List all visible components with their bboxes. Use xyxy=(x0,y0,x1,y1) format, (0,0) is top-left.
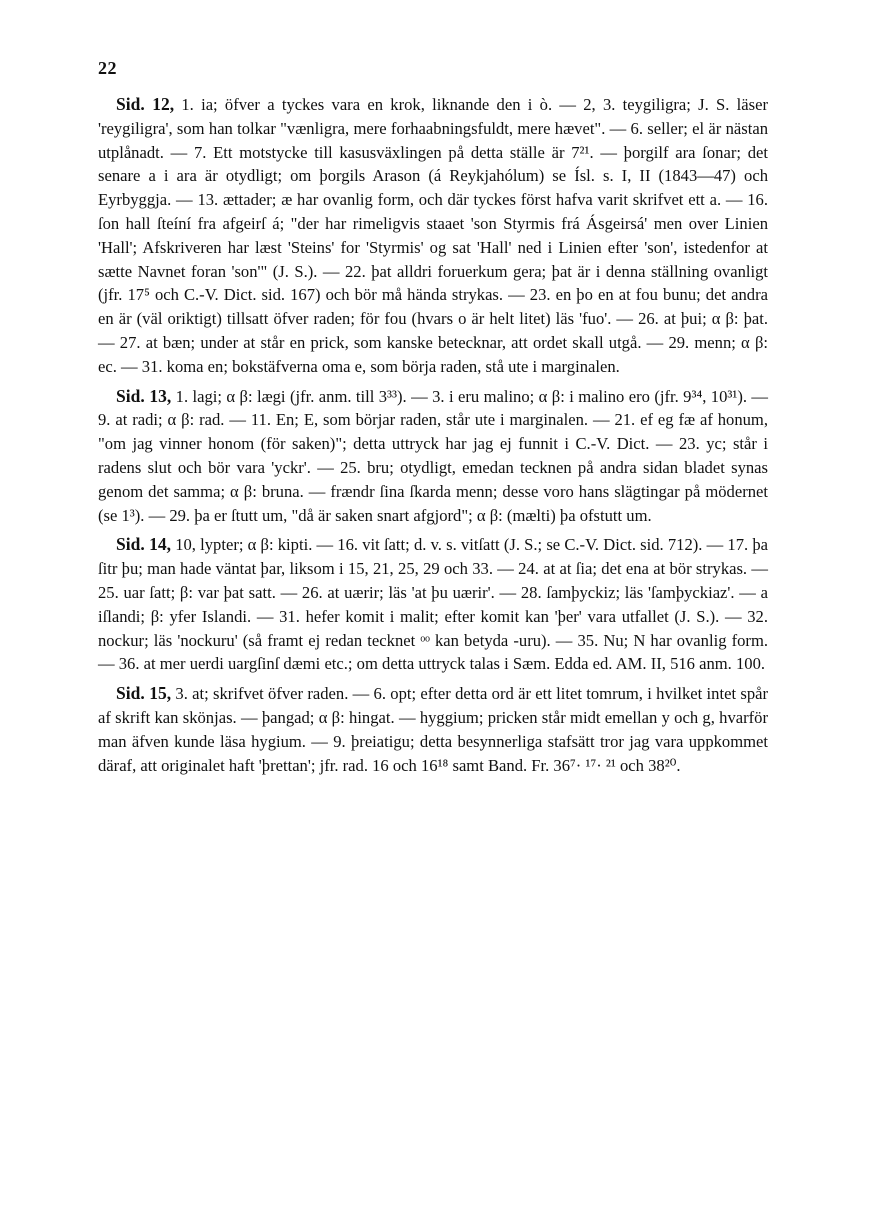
notes-body xyxy=(98,93,768,783)
section-text: 3. at; skrifvet öfver raden. — 6. opt; efter detta ord är ett litet tomrum, i hvilket intet spår af skrift kan skönjas. — þangad; α β: hingat. — hyggium; pricken står midt emellan y och g, hvarför man äfven kunde läsa hygium. — 9. þreiatigu; detta besynnerliga stafsätt tror jag vara uppkommet däraf, att originalet haft 'þrettan'; jfr. rad. 16 och 16¹⁸ samt Band. Fr. 36⁷· ¹⁷· ²¹ och 38²⁰. xyxy=(98,684,769,775)
section-text: 1. lagi; α β: lægi (jfr. anm. till 3³³). — 3. i eru malino; α β: i malino ero (jfr. 9³⁴, 10³¹). — 9. at radi; α β: rad. — 11. En; E, som börjar raden, står ute i marginalen. — 21. ef eg fæ af honum, "om jag vinner honom (för saken)"; detta uttryck har jag ej funnit i C.-V. Dict. — 23. yc; står i radens slut och bör vara 'yckr'. — 25. bru; otydligt, emedan tecknen på andra sidan bladet synas genom det samma; α β: bruna. — frændr ſina ſkarda menn; desse voro hans slägtingar på mödernet (se 1³). — 29. þa er ſtutt um, "då är saken snart afgjord"; α β: (mælti) þa ofstutt um. xyxy=(98,386,769,525)
section-heading: Sid. 13, xyxy=(116,385,172,406)
note-paragraph-sid-15 xyxy=(98,682,768,777)
section-heading: Sid. 14, xyxy=(116,534,171,555)
note-paragraph-sid-12 xyxy=(98,93,768,379)
note-paragraph-sid-13 xyxy=(98,385,768,528)
note-paragraph-sid-14 xyxy=(98,533,768,676)
section-heading: Sid. 12, xyxy=(116,94,175,114)
section-heading: Sid. 15, xyxy=(116,683,172,704)
section-text: 1. ia; öfver a tyckes vara en krok, liknande den i ò. — 2, 3. teygiligra; J. S. läser 'reygiligra', som han tolkar "vænligra, mere forhaabningsfuldt, mere hævet". — 6. seller; el är nästan utplånadt. — 7. Ett motstycke till kasusväxlingen på detta ställe är 7²¹. — þorgilf ara ſonar; det senare a i ara är otydligt; om þorgils Arason (á Reykjahólum) se Ísl. s. I, II (1843—47) och Eyrbyggja. — 13. ættader; æ har ovanlig form, och där tyckes först hafva varit skrifvet ett a. — 16. ſon hall ſteíní fra afgeirſ á; "der har rimeligvis staaet 'son Styrmis frá Ásgeirsá' men over Linien 'Hall'; Afskriveren har læst 'Steins' for 'Styrmis' og sat 'Hall' ned i Linien efter 'son', istedenfor at sætte Navnet foran 'son'" (J. S.). — 22. þat alldri foruerkum gera; þat är i denna ställning ovanligt (jfr. 17⁵ och C.-V. Dict. sid. 167) och bör må hända strykas. — 23. en þo en at fou bunu; det andra en är (väl oriktigt) tillsatt öfver raden; för fou (hvars o är helt litet) läs 'fuo'. — 26. at þui; α β: þat. — 27. at bæn; under at står en prick, som kanske betecknar, att ordet skall utgå. — 29. menn; α β: ec. — 31. koma en; bokstäfverna oma e, som börja raden, stå ute i marginalen. xyxy=(98,95,768,376)
page-number: 22 xyxy=(98,58,117,78)
section-text: 10, lypter; α β: kipti. — 16. vit ſatt; d. v. s. vitſatt (J. S.; se C.-V. Dict. sid. 712). — 17. þa ſitr þu; man hade väntat þar, liksom i 15, 21, 25, 29 och 33. — 24. at at ſia; det ena at bör strykas. — 25. uar ſatt; β: var þat satt. — 26. at uærir; läs 'at þu uærir'. — 28. ſamþyckiz; läs 'ſamþyckiaz'. — a iſlandi; β: yfer Islandi. — 31. hefer komit i malit; efter komit kan 'þer' vara utfallet (J. S.). — 32. nockur; läs 'nockuru' (så framt ej redan tecknet ᵒᵒ kan betyda -uru). — 35. Nu; N har ovanlig form. — 36. at mer uerdi uargſinſ dæmi etc.; om detta uttryck talas i Sæm. Edda ed. AM. II, 516 anm. 100. xyxy=(98,535,769,674)
